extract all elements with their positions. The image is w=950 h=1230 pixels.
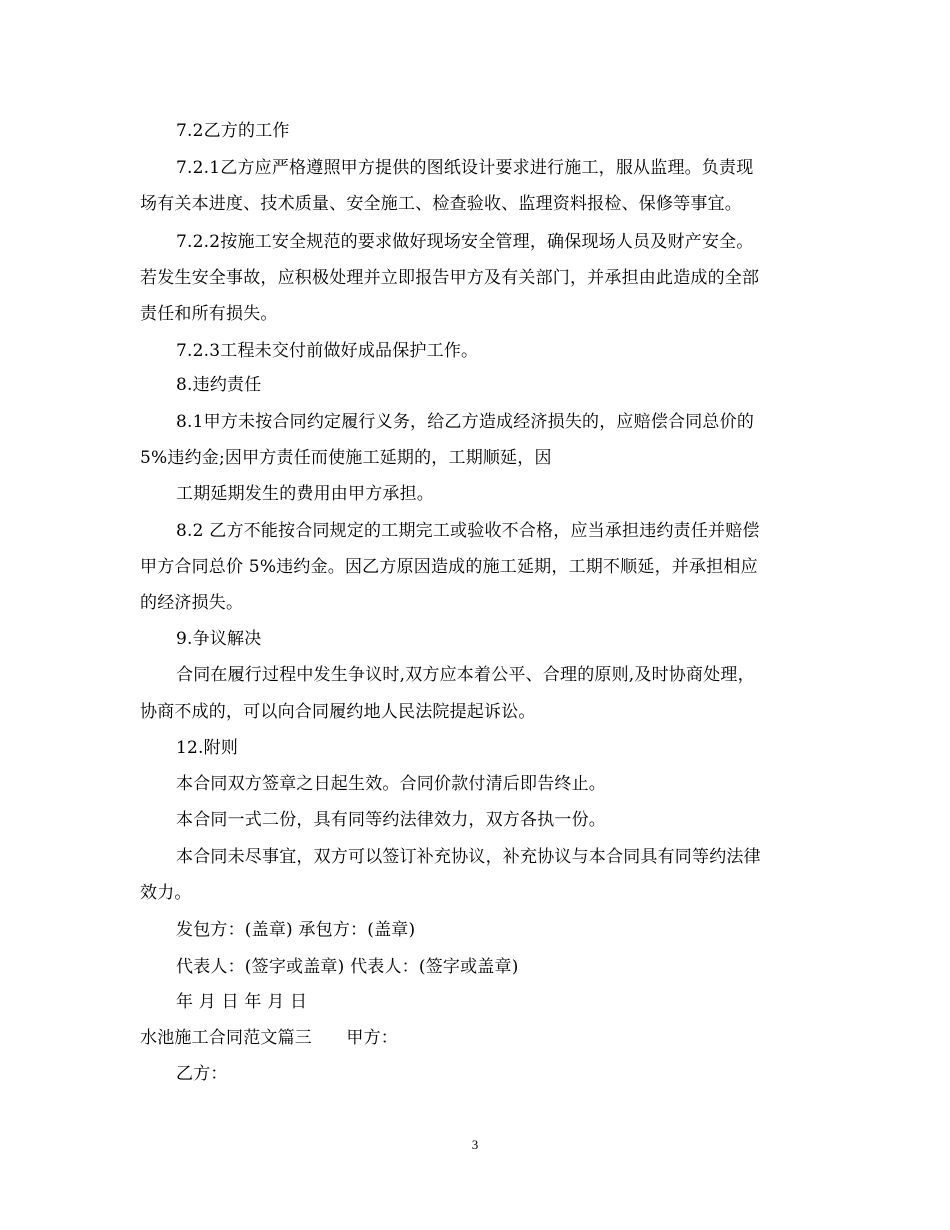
paragraph-line: 责任和所有损失。 [140,304,278,324]
next-contract-title-line: 水池施工合同范文篇三 甲方： [140,1028,398,1048]
paragraph-line: 合同在履行过程中发生争议时,双方应本着公平、合理的原则,及时协商处理， [176,665,755,685]
paragraph-line: 5%违约金;因甲方责任而使施工延期的，工期顺延，因 [140,448,552,468]
date-line: 年 月 日 年 月 日 [176,992,308,1012]
page-number: 3 [471,1137,479,1152]
paragraph-line: 7.2.1乙方应严格遵照甲方提供的图纸设计要求进行施工，服从监理。负责现 [176,158,754,178]
paragraph-line: 效力。 [140,883,192,903]
section-heading-8: 8.违约责任 [176,375,262,395]
paragraph-line: 7.2.3工程未交付前做好成品保护工作。 [176,341,479,361]
party-b-line: 乙方： [176,1064,228,1084]
paragraph-line: 本合同未尽事宜，双方可以签订补充协议，补充协议与本合同具有同等约法律 [176,847,761,867]
paragraph-line: 7.2.2按施工安全规范的要求做好现场安全管理，确保现场人员及财产安全。 [176,232,754,252]
paragraph-line: 场有关本进度、技术质量、安全施工、检查验收、监理资料报检、保修等事宜。 [140,194,742,214]
signature-line-seal: 发包方：(盖章) 承包方：(盖章) [176,920,416,940]
signature-line-representative: 代表人：(签字或盖章) 代表人：(签字或盖章) [176,957,519,977]
paragraph-line: 协商不成的，可以向合同履约地人民法院提起诉讼。 [140,702,536,722]
paragraph-line: 甲方合同总价 5%违约金。因乙方原因造成的施工延期，工期不顺延，并承担相应 [140,557,758,577]
section-heading-7-2: 7.2乙方的工作 [176,121,290,141]
paragraph-line: 若发生安全事故，应积极处理并立即报告甲方及有关部门，并承担由此造成的全部 [140,268,760,288]
paragraph-line: 工期延期发生的费用由甲方承担。 [176,484,434,504]
section-heading-9: 9.争议解决 [176,629,262,649]
paragraph-line: 的经济损失。 [140,593,244,613]
paragraph-line: 8.2 乙方不能按合同规定的工期完工或验收不合格，应当承担违约责任并赔偿 [176,521,760,541]
paragraph-line: 本合同一式二份，具有同等约法律效力，双方各执一份。 [176,810,606,830]
paragraph-line: 本合同双方签章之日起生效。合同价款付清后即告终止。 [176,774,606,794]
section-heading-12: 12.附则 [176,738,239,758]
paragraph-line: 8.1甲方未按合同约定履行义务，给乙方造成经济损失的，应赔偿合同总价的 [176,412,755,432]
